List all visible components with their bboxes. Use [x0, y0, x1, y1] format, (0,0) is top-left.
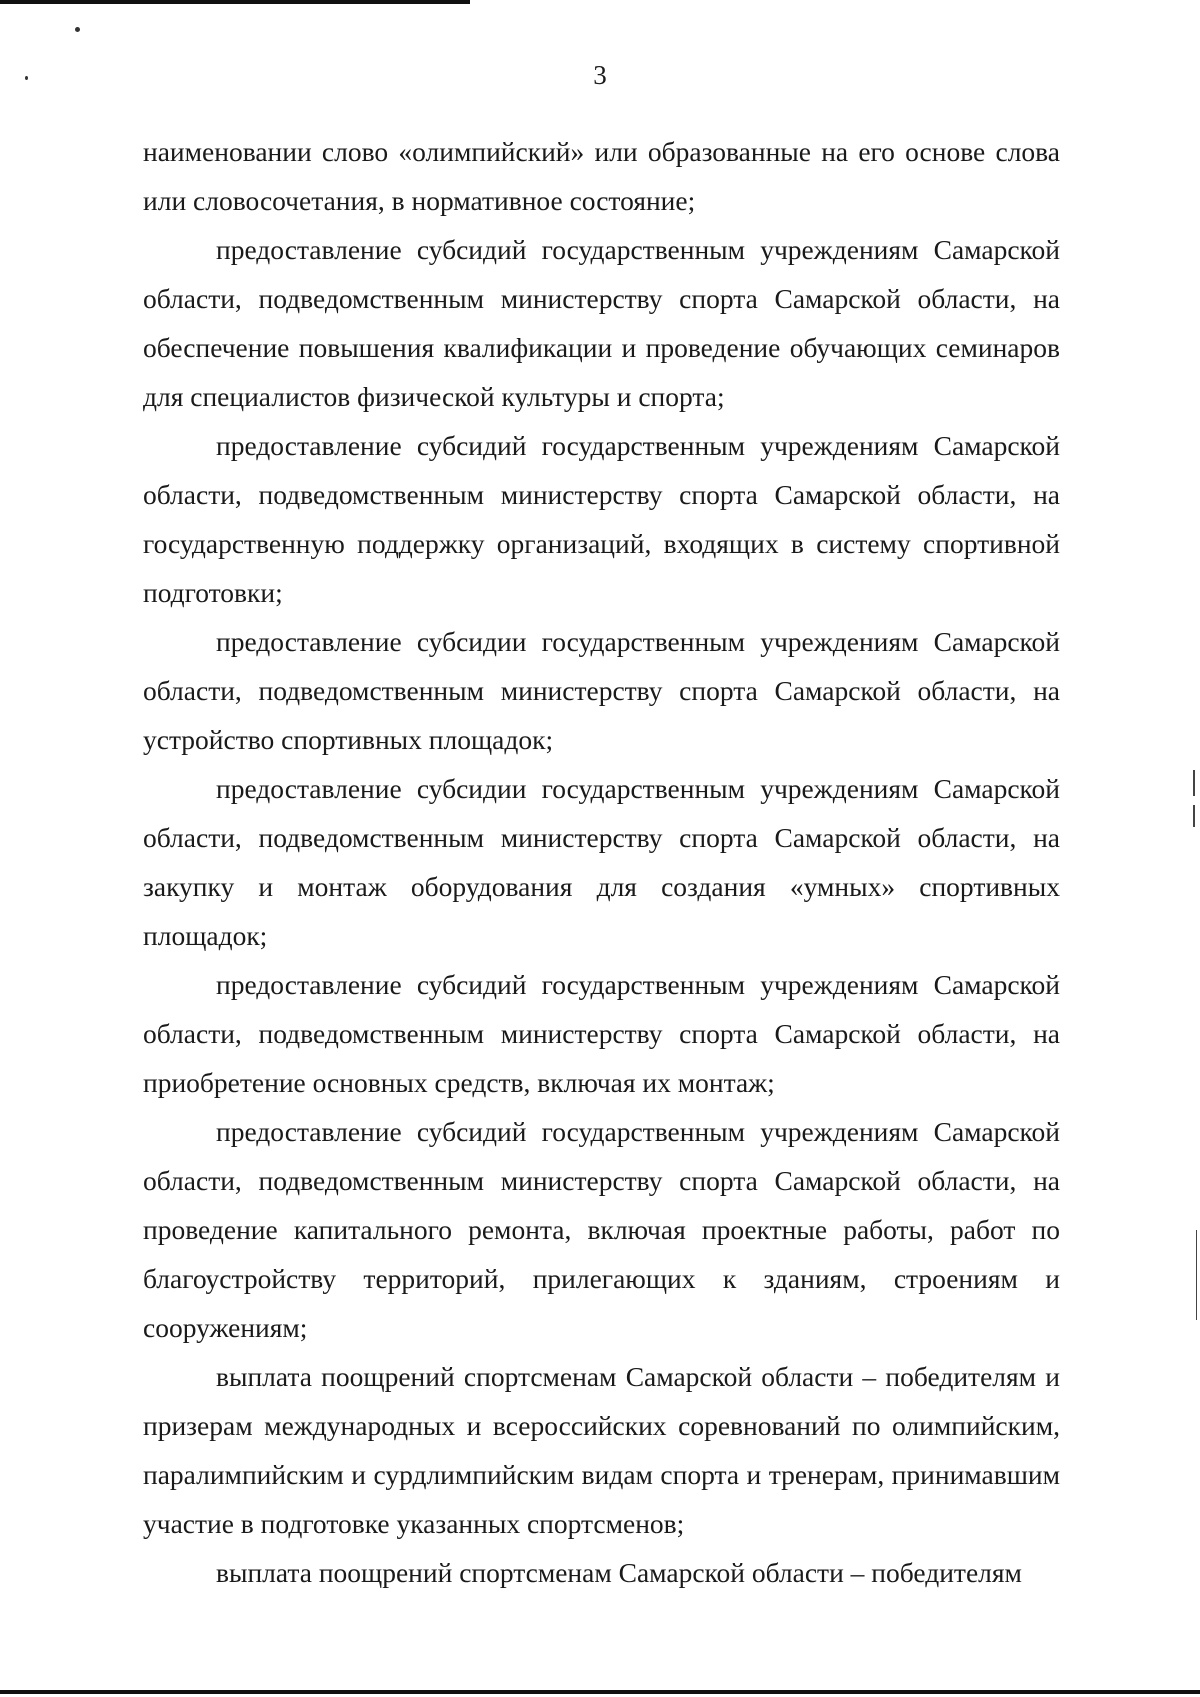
paragraph: предоставление субсидии государственным учреждениям Самарской области, подведомственным министерству спорта Самарской области, на устройство спортивных площадок;	[143, 626, 1060, 755]
paragraph: выплата поощрений спортсменам Самарской области – победителям	[216, 1557, 1022, 1588]
paragraph: предоставление субсидии государственным учреждениям Самарской области, подведомственным министерству спорта Самарской области, на закупку и монтаж оборудования для создания «умных» спортивных площадок;	[143, 773, 1060, 951]
document-body	[143, 127, 1060, 1597]
scan-speck	[75, 27, 80, 32]
paragraph: предоставление субсидий государственным учреждениям Самарской области, подведомственным министерству спорта Самарской области, на государственную поддержку организаций, входящих в систему спортивной подготовки;	[143, 430, 1060, 608]
paragraph: предоставление субсидий государственным учреждениям Самарской области, подведомственным министерству спорта Самарской области, на приобретение основных средств, включая их монтаж;	[143, 969, 1060, 1098]
scan-edge-top	[0, 0, 470, 4]
scan-edge-bottom	[0, 1690, 1200, 1694]
scan-speck	[25, 76, 28, 80]
scan-mark	[1193, 805, 1195, 827]
scan-mark	[1193, 770, 1195, 796]
paragraph: предоставление субсидий государственным учреждениям Самарской области, подведомственным министерству спорта Самарской области, на проведение капитального ремонта, включая проектные работы, работ по благоустройству территорий, прилегающих к зданиям, строениям и сооружениям;	[143, 1116, 1060, 1343]
scan-mark	[1196, 1230, 1197, 1320]
page-number: 3	[593, 60, 607, 90]
paragraph: предоставление субсидий государственным учреждениям Самарской области, подведомственным министерству спорта Самарской области, на обеспечение повышения квалификации и проведение обучающих семинаров для специалистов физической культуры и спорта;	[143, 234, 1060, 412]
paragraph: наименовании слово «олимпийский» или образованные на его основе слова или словосочетания, в нормативное состояние;	[143, 136, 1060, 216]
paragraph: выплата поощрений спортсменам Самарской области – победителям и призерам международных и всероссийских соревнований по олимпийским, паралимпийским и сурдлимпийским видам спорта и тренерам, принимавшим участие в подготовке указанных спортсменов;	[143, 1361, 1060, 1539]
